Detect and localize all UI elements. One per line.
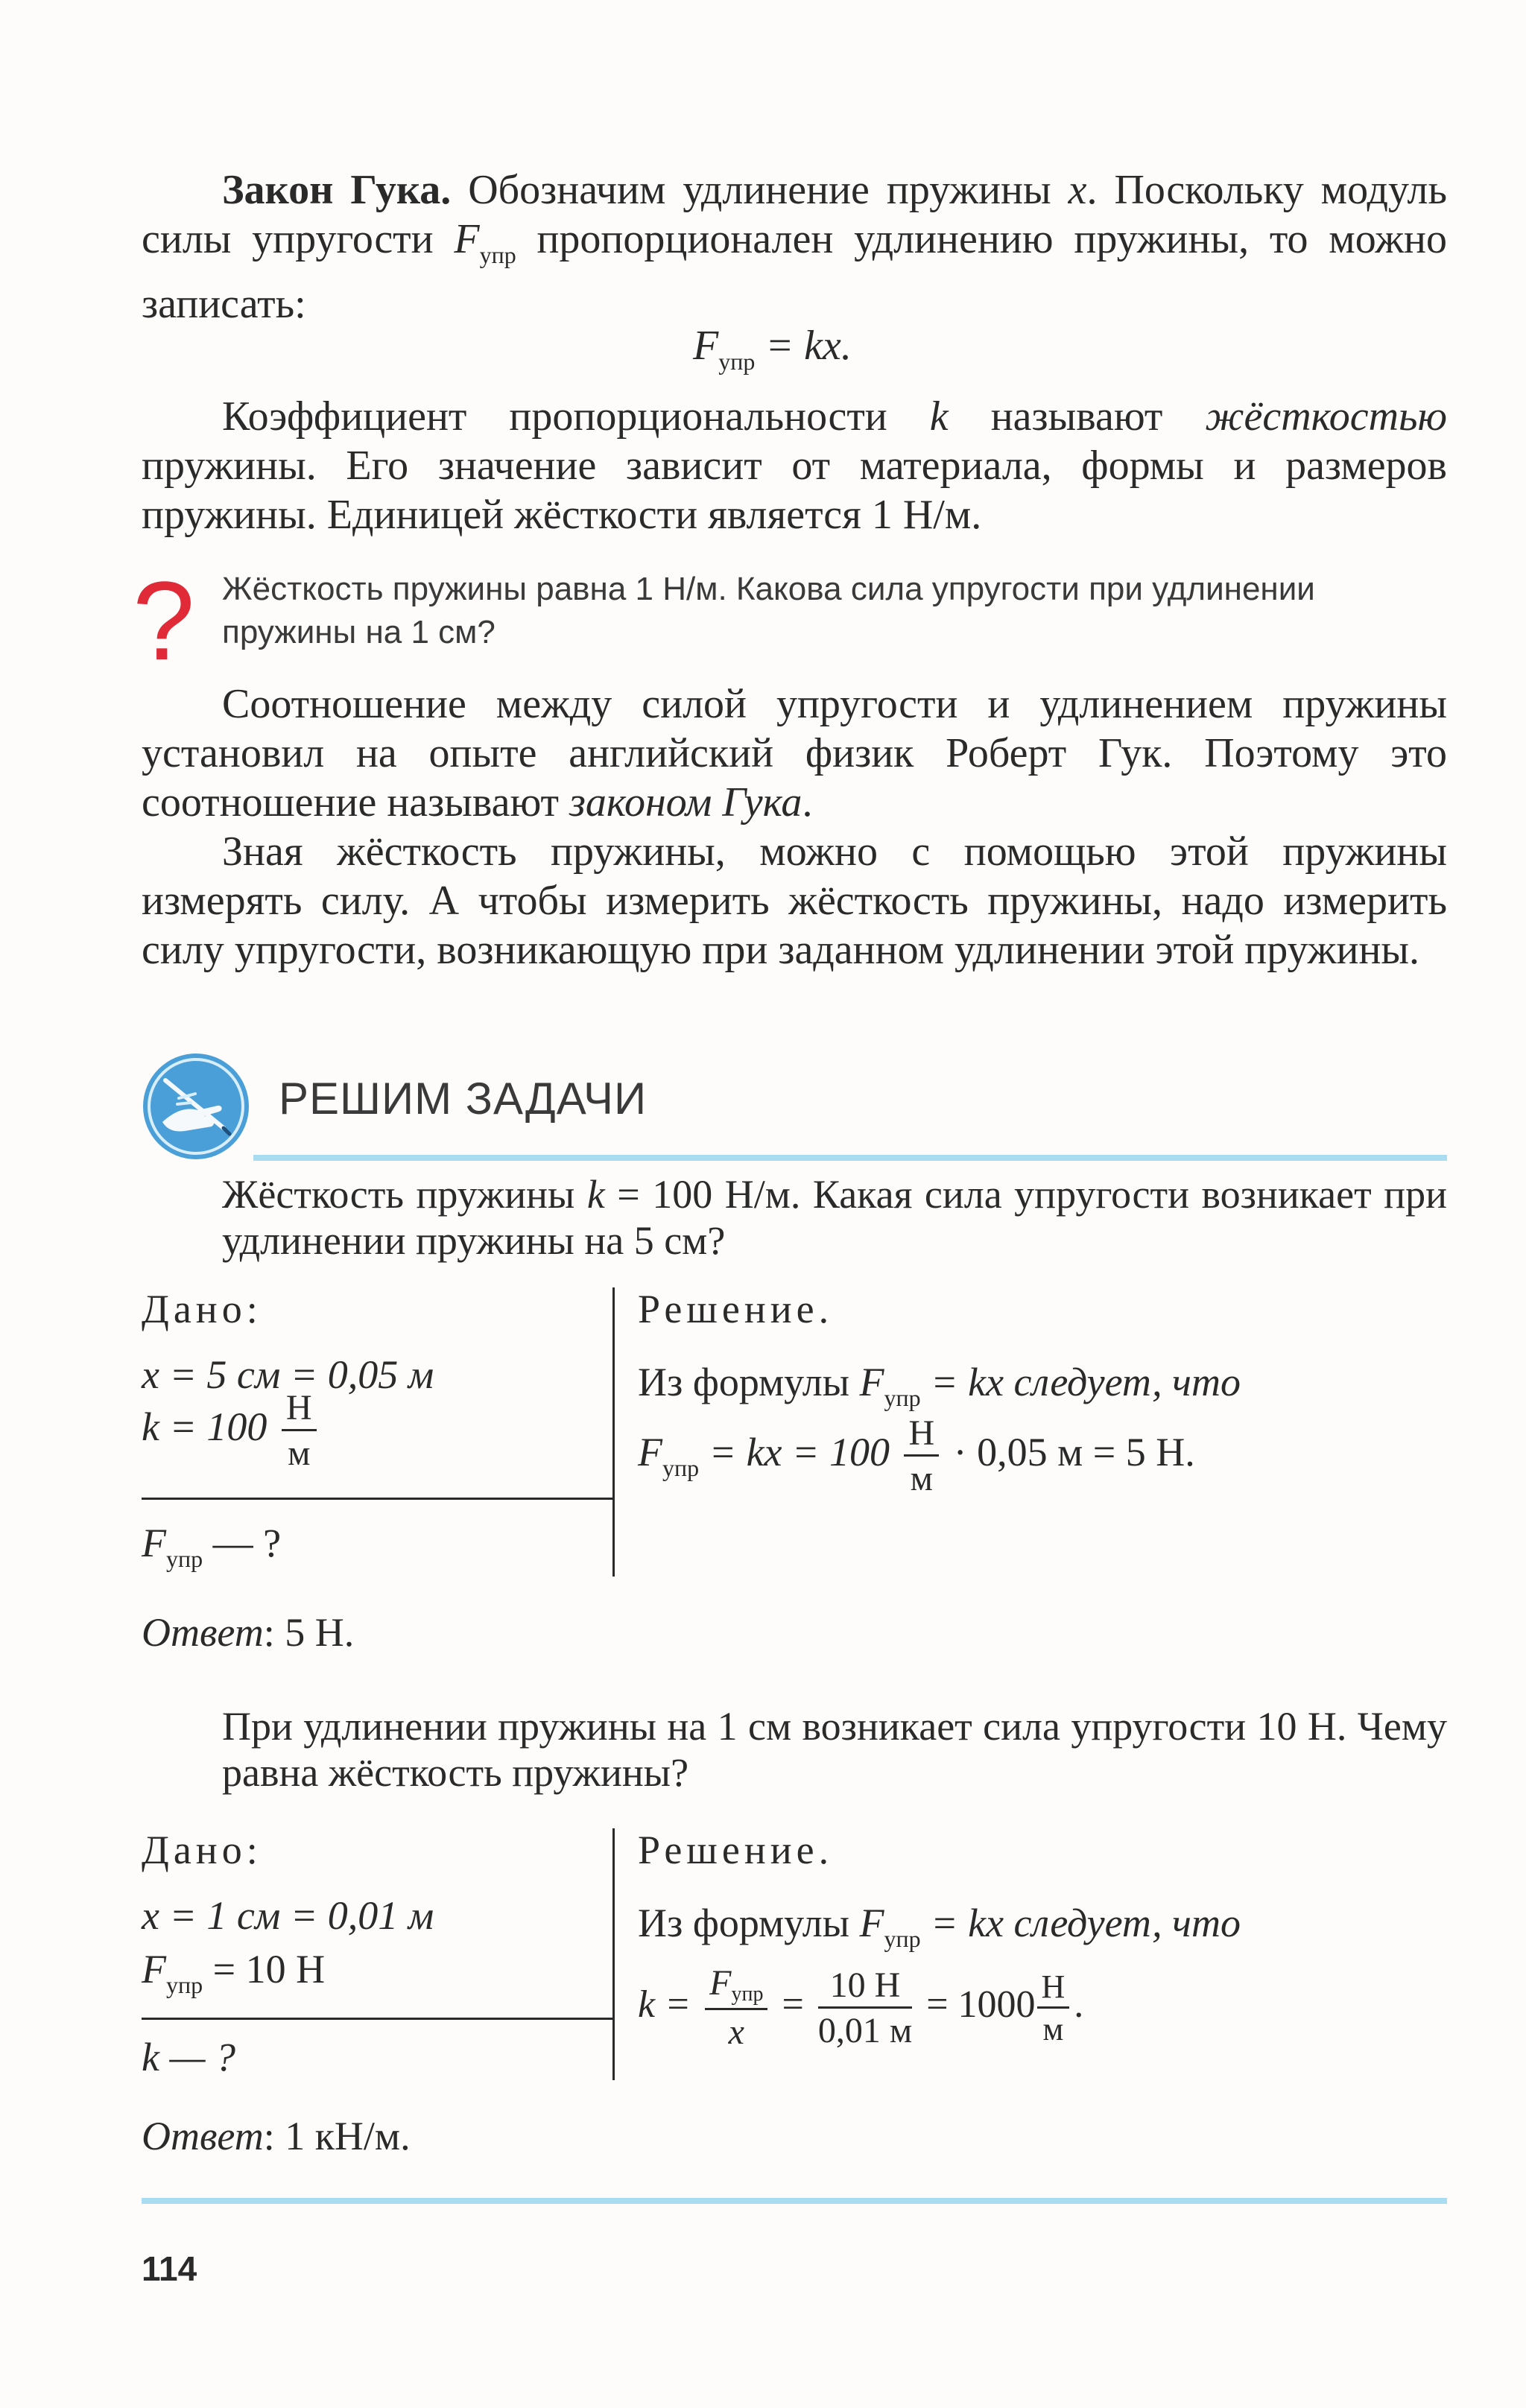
- problem2-solution-line1: Из формулы $F_{упр}$ = kx следует, что: [638, 1901, 1241, 1952]
- unit-fraction: $\frac{Н}{м}$: [1037, 1971, 1070, 2046]
- problem2-solution-line2: k = $\frac{F_{упр}}{x}$ = $\frac{10 Н}{0,01 м}$ = 1000 $\frac{Н}{м}$ .: [638, 1963, 1084, 2052]
- value-fraction: $\frac{10 Н}{0,01 м}$: [817, 1965, 913, 2050]
- section-rule: [253, 1155, 1447, 1161]
- problem1-given-label: Дано:: [142, 1287, 262, 1331]
- unit-fraction: $\frac{Н}{м}$: [282, 1390, 317, 1471]
- hooke-law-lead: Закон Гука.: [222, 167, 452, 213]
- problem1-find: $F_{упр}$ — ?: [142, 1521, 282, 1572]
- problem2-given-F: $F_{упр} = 10$ Н: [142, 1947, 326, 1998]
- stiffness-paragraph: Коэффициент пропорциональности k называют жёсткостью пружины. Его значение зависит от материала, формы и размеров пружины. Единицей жёсткости является 1 Н/м.: [142, 393, 1447, 538]
- question-mark-icon: ?: [133, 558, 195, 683]
- problem1-given-rule: [142, 1498, 612, 1500]
- page-number: 114: [142, 2249, 197, 2288]
- problem2-column-divider: [612, 1828, 615, 2080]
- problem1-solution-label: Решение.: [638, 1287, 834, 1331]
- stiffness-term: жёсткостью: [1205, 393, 1447, 440]
- problem2-given-rule: [142, 2018, 612, 2020]
- problem1-column-divider: [612, 1287, 615, 1577]
- problem2-given-label: Дано:: [142, 1828, 262, 1872]
- problem1-solution-line1: Из формулы $F_{упр}$ = kx следует, что: [638, 1360, 1241, 1411]
- problem1-given-x: x = 5 см = 0,05 м: [142, 1352, 434, 1397]
- problem2-answer: Ответ: 1 кН/м.: [142, 2114, 411, 2158]
- problem2-given-x: x = 1 см = 0,01 м: [142, 1893, 434, 1938]
- problem1-answer: Ответ: 5 Н.: [142, 1610, 355, 1655]
- problem2-solution-label: Решение.: [638, 1828, 834, 1872]
- hooke-formula: $F_{упр}$ = kx.: [693, 323, 852, 375]
- problem2-statement: При удлинении пружины на 1 см возникает сила упругости 10 Н. Чему равна жёсткость пружины?: [222, 1704, 1447, 1795]
- section-title: РЕШИМ ЗАДАЧИ: [279, 1074, 648, 1124]
- problem1-solution-line2: $F_{упр}$ = kx = 100 $\frac{Н}{м}$ · 0,05 м = 5 Н.: [638, 1413, 1195, 1498]
- hooke-law-term: законом Гука: [569, 779, 802, 826]
- force-over-x-fraction: $\frac{F_{упр}}{x}$: [705, 1965, 767, 2050]
- problem1-statement: Жёсткость пружины k = 100 Н/м. Какая сила упругости возникает при удлинении пружины на 5 см?: [222, 1172, 1447, 1263]
- problem2-find: k — ?: [142, 2035, 235, 2079]
- unit-fraction: $\frac{Н}{м}$: [904, 1416, 939, 1497]
- hooke-history-paragraph: Соотношение между силой упругости и удлинением пружины установил на опыте английский физик Роберт Гук. Поэтому это соотношение называют законом Гука.: [142, 681, 1447, 826]
- problem1-given-k: k = 100 $\frac{Н}{м}$: [142, 1390, 321, 1471]
- footer-rule: [142, 2198, 1447, 2204]
- hooke-intro-paragraph: Закон Гука. Обозначим удлинение пружины x. Поскольку модуль силы упругости $F_{упр}$ пропорционален удлинению пружины, то можно записать:: [142, 167, 1448, 327]
- review-question: Жёсткость пружины равна 1 Н/м. Какова сила упругости при удлинении пружины на 1 см?: [222, 571, 1315, 650]
- measure-paragraph: Зная жёсткость пружины, можно с помощью этой пружины измерять силу. А чтобы измерить жёсткость пружины, надо измерить силу упругости, возникающую при заданном удлинении этой пружины.: [142, 828, 1447, 973]
- writing-hand-icon: [140, 1051, 252, 1162]
